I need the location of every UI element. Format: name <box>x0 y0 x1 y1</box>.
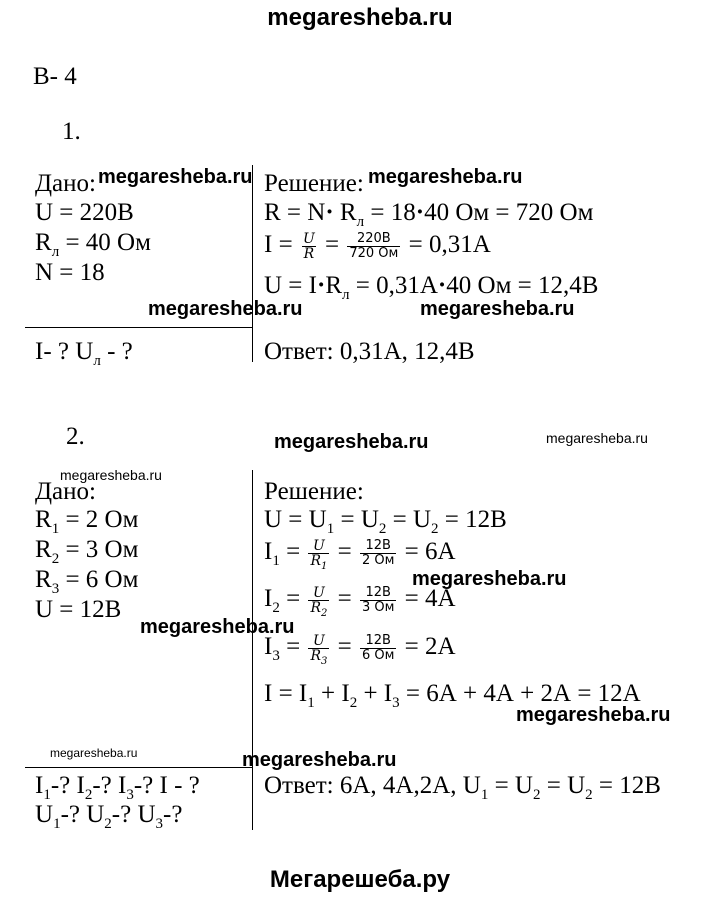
problem1-number: 1. <box>62 118 81 145</box>
problem1-given-title: Дано: <box>35 170 96 197</box>
problem2-find-currents: $I_1-$? $I_2-$? $I_3-$? I - ? <box>35 772 200 803</box>
watermark: megaresheba.ru <box>412 568 567 590</box>
problem2-given-r3: $R_3 = 6$ Ом <box>35 566 139 597</box>
fraction-values: $\frac{12В}{3 Ом}$ <box>361 584 395 615</box>
fraction-u-over-r: $\frac{U}{R}$ <box>302 230 315 262</box>
problem1-solution-line1: $R = N\cdot R_л = 18\cdot 40$ Ом = 720 Ом <box>264 199 594 230</box>
problem1-answer: Ответ: 0,31А, 12,4В <box>264 338 475 365</box>
fraction-u-over-r2: $\frac{U}{R_2}$ <box>310 584 328 619</box>
problem1-divider-vertical <box>252 165 253 362</box>
variant-label: В- 4 <box>33 63 77 90</box>
watermark: megaresheba.ru <box>368 166 523 188</box>
watermark: megaresheba.ru <box>140 616 295 638</box>
problem2-solution-title: Решение: <box>264 478 364 505</box>
watermark: megaresheba.ru <box>98 166 253 188</box>
watermark: megaresheba.ru <box>516 704 671 726</box>
problem1-find: I- ? $U_л$ - ? <box>35 338 133 369</box>
footer-site: Мегарешеба.ру <box>269 866 451 893</box>
problem1-divider-horizontal <box>25 327 253 328</box>
problem2-find-voltages: $U_1-$? $U_2-$? $U_3-$? <box>35 801 183 832</box>
problem2-solution-i1: $I_1$ = $\frac{U}{R_1}$ = $\frac{12В}{2 Ом}$ = 6А <box>264 537 456 572</box>
problem2-solution-i2: $I_2$ = $\frac{U}{R_2}$ = $\frac{12В}{3 Ом}$ = 4А <box>264 584 456 619</box>
problem1-solution-line3: $U = I\cdot R_л = 0,31А\cdot 40$ Ом = 12,4В <box>264 272 599 303</box>
watermark-small: megaresheba.ru <box>546 430 648 446</box>
watermark: megaresheba.ru <box>148 298 303 320</box>
problem2-answer: Ответ: 6А, 4А,2А, $U_1 = U_2 = U_2 = 12В$ <box>264 772 661 803</box>
problem1-given-n: N = 18 <box>35 259 105 286</box>
fraction-u-over-r1: $\frac{U}{R_1}$ <box>310 537 328 572</box>
watermark: megaresheba.ru <box>420 298 575 320</box>
header-site: megaresheba.ru <box>267 4 453 31</box>
problem2-given-title: Дано: <box>35 478 96 505</box>
watermark-small: megaresheba.ru <box>60 467 162 483</box>
watermark: megaresheba.ru <box>242 749 397 771</box>
fraction-values: $\frac{12В}{2 Ом}$ <box>361 537 395 568</box>
problem2-divider-vertical <box>252 470 253 830</box>
fraction-values: $\frac{12В}{6 Ом}$ <box>361 632 395 663</box>
problem2-given-r1: $R_1 = 2$ Ом <box>35 506 139 537</box>
fraction-u-over-r3: $\frac{U}{R_3}$ <box>310 632 328 667</box>
fraction-values: $\frac{220В}{720 Ом}$ <box>349 230 399 261</box>
problem1-given-u: U = 220В <box>35 199 134 226</box>
watermark-small: megaresheba.ru <box>50 746 138 760</box>
problem2-given-r2: $R_2 = 3$ Ом <box>35 536 139 567</box>
problem2-divider-horizontal <box>25 767 253 768</box>
problem2-solution-sum: $I = I_1 + I_2 + I_3 = 6А + 4А + 2А = 12А$ <box>264 680 641 711</box>
problem1-solution-title: Решение: <box>264 170 364 197</box>
problem2-given-u: U = 12В <box>35 596 122 623</box>
problem2-solution-i3: $I_3$ = $\frac{U}{R_3}$ = $\frac{12В}{6 Ом}$ = 2А <box>264 632 456 667</box>
problem2-number: 2. <box>66 423 85 450</box>
problem2-solution-line1: $U = U_1 = U_2 = U_2 = 12В$ <box>264 506 507 537</box>
watermark: megaresheba.ru <box>274 431 429 453</box>
problem1-given-rl: $R_л = 40$ Ом <box>35 229 151 260</box>
problem1-solution-line2: I = $\frac{U}{R}$ = $\frac{220В}{720 Ом}$ = 0,31А <box>264 230 491 262</box>
